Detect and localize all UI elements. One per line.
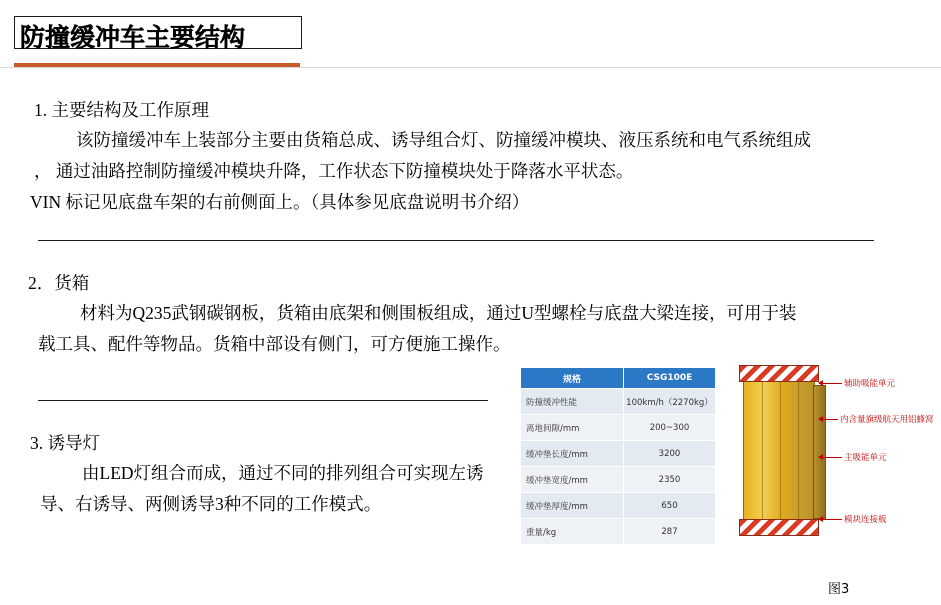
- module-bottom-stripe: [739, 519, 819, 536]
- callout-leader-3: [820, 457, 842, 458]
- callout-arrow-1: [818, 380, 823, 386]
- table-cell-value: 287: [624, 519, 716, 545]
- table-cell-value: 650: [624, 493, 716, 519]
- callout-arrow-3: [818, 454, 823, 460]
- table-header-cell-0: 规格: [521, 368, 624, 389]
- table-cell-label: 防撞缓冲性能: [521, 389, 624, 415]
- section-divider-2: [38, 400, 488, 401]
- callout-leader-1: [820, 383, 842, 384]
- section-main-structure: [30, 95, 910, 218]
- figure-buffer-module: [520, 363, 934, 563]
- table-header-cell-1: CSG100E: [624, 368, 716, 389]
- callout-label-aluminum-honeycomb: 内含量旗级航天用铝蜂窝: [840, 415, 934, 425]
- section-guide-light: [30, 428, 550, 520]
- section-3-line-2: 导、右诱导、两侧诱导3种不同的工作模式。: [40, 494, 382, 514]
- table-cell-value: 100km/h（2270kg）: [624, 389, 716, 415]
- callout-leader-4: [820, 519, 842, 520]
- table-row: [521, 415, 716, 441]
- module-top-stripe: [739, 365, 819, 382]
- table-cell-label: 缓冲垫厚度/mm: [521, 493, 624, 519]
- callout-label-assist-unit: 辅助吸能单元: [844, 379, 896, 389]
- buffer-module-illustration: [735, 363, 830, 541]
- table-row: [521, 389, 716, 415]
- table-row: [521, 493, 716, 519]
- section-divider-1: [38, 240, 874, 241]
- section-3-heading: 3. 诱导灯: [30, 433, 100, 453]
- table-cell-value: 3200: [624, 441, 716, 467]
- section-3-line-1: 由LED灯组合而成，通过不同的排列组合可实现左诱: [82, 463, 484, 483]
- table-cell-label: 缓冲垫长度/mm: [521, 441, 624, 467]
- section-2-line-1: 材料为Q235武钢碳钢板，货箱由底架和侧围板组成，通过U型螺栓与底盘大梁连接，可用于装: [80, 303, 797, 323]
- table-row: [521, 467, 716, 493]
- page-title: 防撞缓冲车主要结构: [20, 23, 246, 52]
- module-body: [743, 381, 815, 521]
- module-side-panel: [813, 385, 826, 519]
- callout-arrow-4: [818, 516, 823, 522]
- figure-caption: 图3: [828, 582, 850, 597]
- section-1-heading: 1. 主要结构及工作原理: [34, 100, 209, 120]
- table-row: [521, 441, 716, 467]
- table-cell-value: 2350: [624, 467, 716, 493]
- table-header-row: [521, 368, 716, 389]
- section-2-heading: 2．货箱: [28, 273, 90, 293]
- callout-arrow-2: [818, 416, 823, 422]
- section-2-line-2: 载工具、配件等物品。货箱中部设有侧门，可方便施工操作。: [38, 334, 511, 354]
- section-1-line-1: 该防撞缓冲车上装部分主要由货箱总成、诱导组合灯、防撞缓冲模块、液压系统和电气系统组成: [76, 130, 811, 150]
- header-divider: [0, 67, 941, 68]
- table-cell-label: 缓冲垫宽度/mm: [521, 467, 624, 493]
- section-cargo-box: [28, 268, 908, 360]
- callout-label-main-unit: 主吸能单元: [844, 453, 887, 463]
- table-cell-label: 重量/kg: [521, 519, 624, 545]
- table-cell-label: 离地间隙/mm: [521, 415, 624, 441]
- page-title-block: [14, 16, 304, 52]
- callout-label-connector-plate: 模块连接板: [844, 515, 887, 525]
- table-cell-value: 200~300: [624, 415, 716, 441]
- spec-table: [520, 367, 716, 545]
- table-row: [521, 519, 716, 545]
- section-1-line-3: VIN 标记见底盘车架的右前侧面上。（具体参见底盘说明书介绍）: [30, 192, 530, 212]
- section-1-line-2: ， 通过油路控制防撞缓冲模块升降，工作状态下防撞模块处于降落水平状态。: [34, 161, 634, 181]
